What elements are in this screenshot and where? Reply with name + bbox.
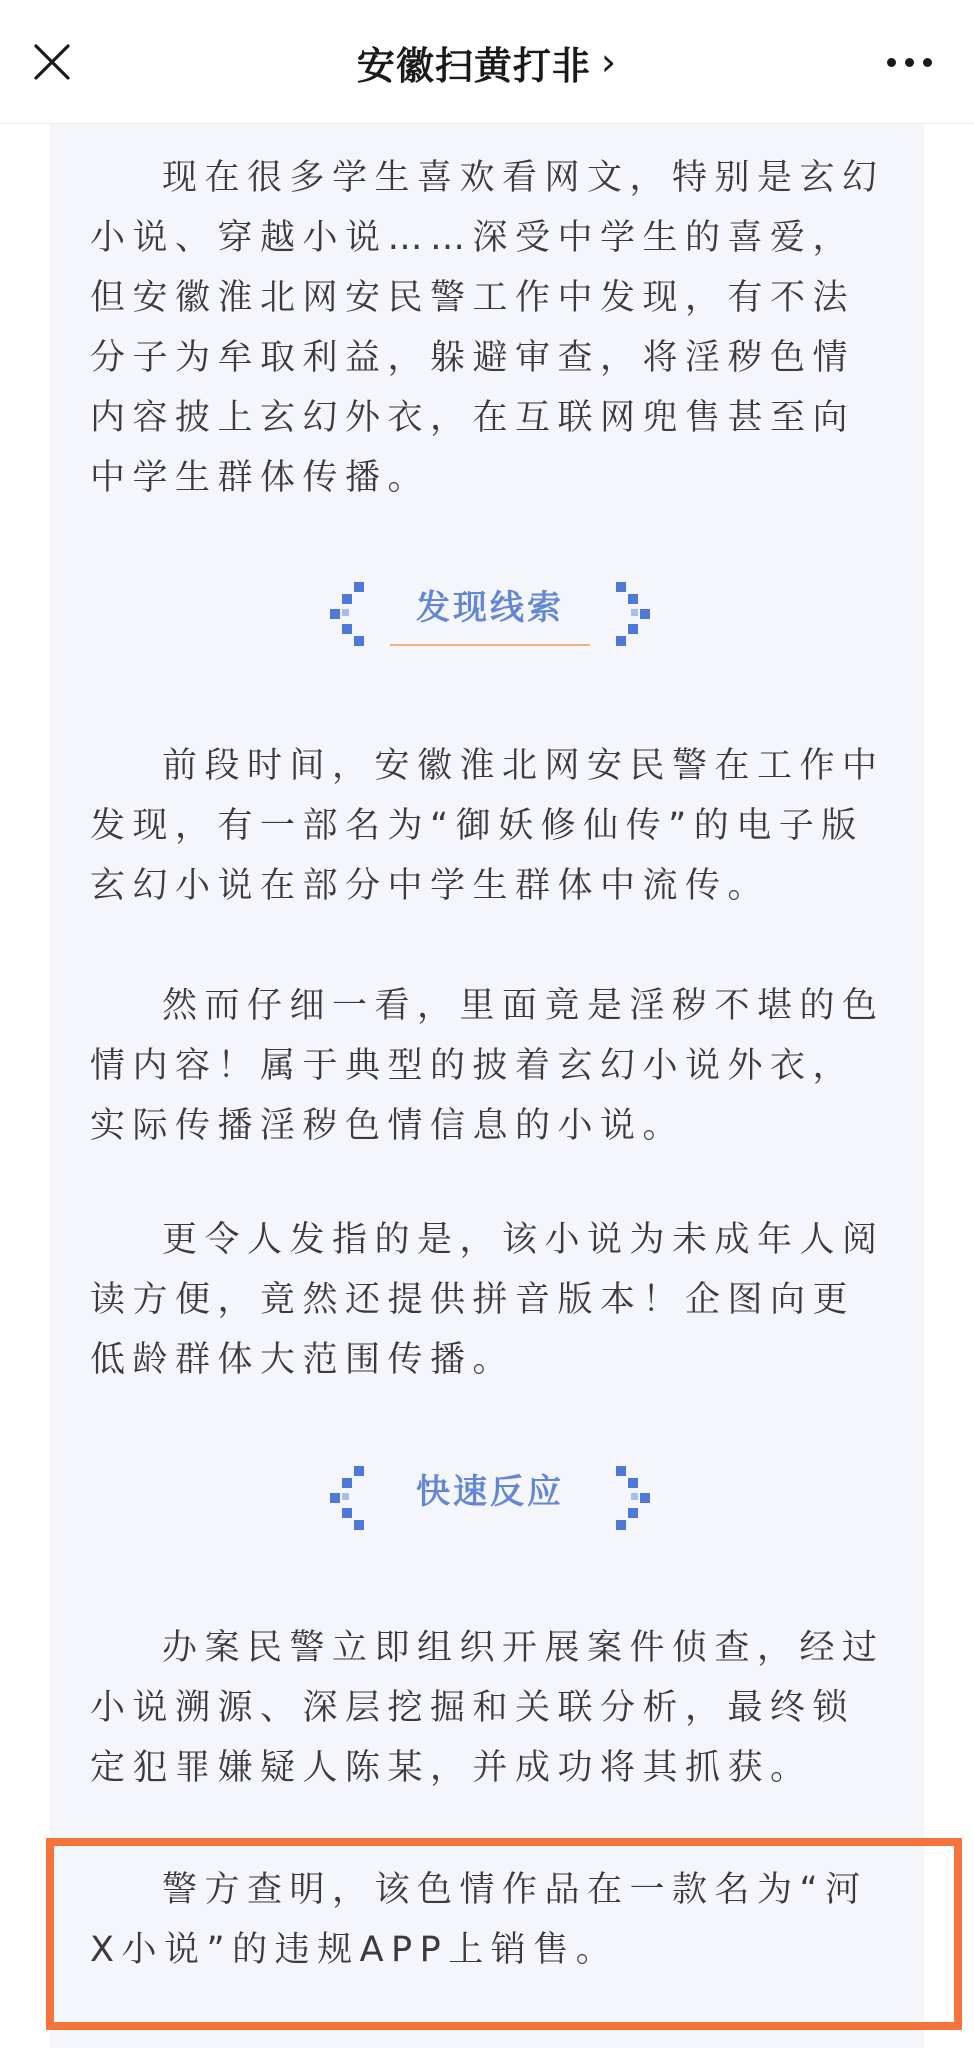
highlighted-paragraph: 警方查明，该色情作品在一款名为“河X小说”的违规APP上销售。 [90, 1870, 868, 1970]
section-heading-text: 快速反应 [416, 1472, 564, 1512]
pixel-bracket-right-icon [610, 582, 650, 646]
top-navigation-bar [0, 0, 974, 124]
close-button[interactable] [20, 30, 84, 94]
article-paragraph: 然而仔细一看，里面竟是淫秽不堪的色情内容！属于典型的披着玄幻小说外衣，实际传播淫秽色情信息的小说。 [90, 986, 885, 1146]
section-heading [330, 574, 650, 654]
section-heading-text: 发现线索 [416, 588, 564, 628]
pixel-bracket-right-icon [610, 1466, 650, 1530]
article-body [50, 124, 924, 2048]
more-dots-icon [923, 58, 932, 67]
highlight-box [46, 1838, 962, 2030]
article-paragraph: 更令人发指的是，该小说为未成年人阅读方便，竟然还提供拼音版本！企图向更低龄群体大范围传播。 [90, 1220, 885, 1380]
more-dots-icon [887, 58, 896, 67]
article-paragraph: 办案民警立即组织开展案件侦查，经过小说溯源、深层挖掘和关联分析，最终锁定犯罪嫌疑人陈某，并成功将其抓获。 [90, 1628, 885, 1788]
pixel-bracket-left-icon [330, 1466, 370, 1530]
section-heading [330, 1458, 650, 1538]
account-title-link[interactable] [260, 30, 714, 94]
article-paragraph: 前段时间，安徽淮北网安民警在工作中发现，有一部名为“御妖修仙传”的电子版玄幻小说在部分中学生群体中流传。 [90, 746, 885, 906]
more-options-button[interactable] [864, 30, 954, 94]
heading-underline [390, 644, 590, 646]
account-title: 安徽扫黄打非 [356, 43, 591, 88]
chevron-right-icon: › [600, 40, 618, 84]
close-icon [33, 43, 71, 81]
pixel-bracket-left-icon [330, 582, 370, 646]
article-paragraph: 现在很多学生喜欢看网文，特别是玄幻小说、穿越小说……深受中学生的喜爱，但安徽淮北网安民警工作中发现，有不法分子为牟取利益，躲避审查，将淫秽色情内容披上玄幻外衣，在互联网兜售甚至向中学生群体传播。 [90, 158, 885, 498]
more-dots-icon [905, 58, 914, 67]
